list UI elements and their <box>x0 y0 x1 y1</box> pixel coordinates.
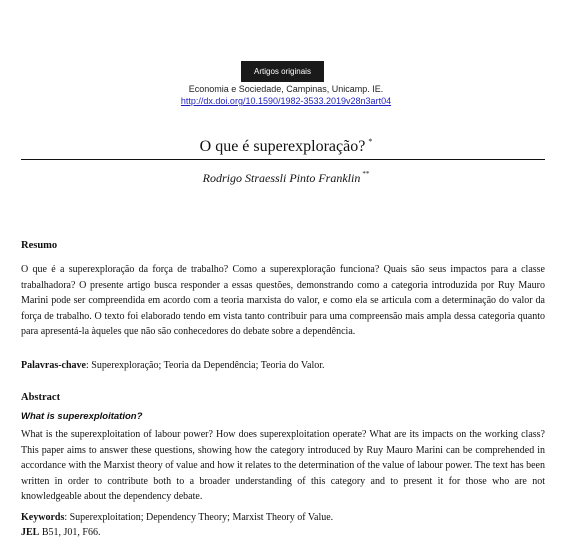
abstract-heading: Abstract <box>21 392 61 403</box>
abstract-title-en: What is superexploitation? <box>21 411 143 422</box>
resumo-text: O que é a superexploração da força de trabalho? Como a superexploração funciona? Quais são seus impactos para a classe trabalhadora? O presente artigo busca responder a essas questões, demonstrando como a categoria introduzida por Ruy Mauro Marini pode ser compreendida em acordo com a teoria marxista do valor, e como ela se articula com a determinação do valor da força de trabalho. O texto foi elaborado tendo em vista tanto contribuir para uma compreensão mais ampla dessa categoria quanto para apresentá-la àqueles que não são conhecedores do debate sobre a dependência. <box>21 264 545 337</box>
jel-label: JEL <box>21 527 40 538</box>
article-title-text: O que é superexploração? <box>199 138 366 155</box>
resumo-heading: Resumo <box>21 240 58 251</box>
keywords-label: Keywords <box>21 512 65 523</box>
palavras-chave-values: : Superexploração; Teoria da Dependência; Teoria do Valor. <box>86 360 325 371</box>
abstract-text: What is the superexploitation of labour power? How does superexploitation operate? What are its impacts on the working class? This paper aims to answer these questions, showing how the category introduced by Ruy Mauro Marini can be comprehended in accordance with the Marxist theory of value and how it relates to the determination of the value of labour power. The text has been written in order to contribute both to a broader understanding of this category and to present it for those who are not knowledgeable about the dependency debate. <box>21 429 545 502</box>
article-title <box>0 137 572 156</box>
section-badge-label: Artigos originais <box>254 67 311 76</box>
author-name: Rodrigo Straessli Pinto Franklin <box>202 171 361 185</box>
section-badge <box>241 61 324 82</box>
title-footnote-mark[interactable]: * <box>368 137 373 146</box>
doi-line <box>0 96 572 106</box>
title-divider <box>21 159 545 160</box>
journal-citation: Economia e Sociedade, Campinas, Unicamp. IE. <box>188 84 384 94</box>
jel-line <box>21 527 100 538</box>
keywords-values: : Superexploitation; Dependency Theory; Marxist Theory of Value. <box>64 512 334 523</box>
palavras-chave-line <box>21 360 325 371</box>
jel-codes: B51, J01, F66. <box>39 527 101 538</box>
author-line <box>0 170 572 186</box>
author-footnote-mark[interactable]: ** <box>362 170 370 178</box>
keywords-line <box>21 512 333 523</box>
doi-link[interactable]: http://dx.doi.org/10.1590/1982-3533.2019v28n3art04 <box>180 96 392 106</box>
palavras-chave-label: Palavras-chave <box>21 360 86 371</box>
